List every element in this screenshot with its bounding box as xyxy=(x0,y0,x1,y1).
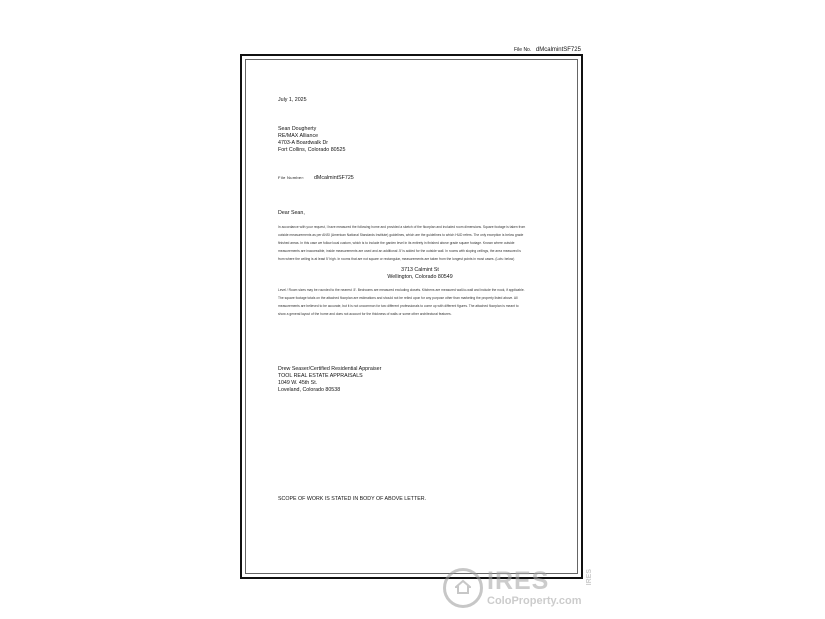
top-file-number-label: File No. xyxy=(514,47,532,53)
watermark-site: ColoProperty.com xyxy=(487,595,582,607)
paragraph-2 xyxy=(278,287,563,319)
top-file-number-value: dMcalmintSF725 xyxy=(535,47,581,53)
signature-street: 1049 W. 45th St. xyxy=(278,380,318,386)
letter-date: July 1, 2025 xyxy=(278,97,307,103)
paragraph-2-line: show a general layout of the home and does not account for the thickness of walls or some other architectural features. xyxy=(278,311,452,316)
top-file-number xyxy=(514,47,581,53)
paragraph-1-line: measurements are inaccessible, inside measurements are used and an additional .5' is added for the outside wall. In rooms with sloping ceilings, the area measured is xyxy=(278,248,521,253)
paragraph-2-line: Level / Room sizes may be rounded to the nearest .5'. Bedrooms are measured excluding closets. Kitchens are measured wall-to-wall and include the nook, if applicable. xyxy=(278,288,525,292)
property-street: 3713 Calmint St xyxy=(401,267,439,273)
recipient-city: Fort Collins, Colorado 80525 xyxy=(278,147,346,153)
paragraph-1 xyxy=(278,224,563,264)
ires-watermark xyxy=(441,565,601,615)
paragraph-1-line: finished areas. In this case we follow local custom, which is to include the garden level in its entirety in finished above grade square footage. Known where outside xyxy=(278,240,515,245)
paragraph-1-line: from where the ceiling is at least 5' high. In rooms that are not square or rectangular, measurements are taken from the longest points in most cases. (Lots: below) xyxy=(278,256,515,261)
watermark-brand: IRES xyxy=(487,567,550,595)
paragraph-2-line: The square footage totals on the attached floorplan are estimations and should not be relied upon for any purpose other than marketing the property listed above. All xyxy=(278,295,518,300)
scope-of-work: SCOPE OF WORK IS STATED IN BODY OF ABOVE LETTER. xyxy=(278,496,427,502)
recipient-company: RE/MAX Alliance xyxy=(278,133,319,139)
file-number-value: dMcalmintSF725 xyxy=(313,175,354,181)
file-number-label: File Number: xyxy=(278,175,305,180)
recipient-name: Sean Dougherty xyxy=(278,126,317,132)
property-city: Wellington, Colorado 80549 xyxy=(387,274,453,280)
paragraph-1-line: In accordance with your request, I have measured the following home and provided a sketch of the floorplan and included room dimensions. Square footage is taken from xyxy=(278,225,526,229)
signature-city: Loveland, Colorado 80538 xyxy=(278,387,341,393)
signature-company: TOOL REAL ESTATE APPRAISALS xyxy=(278,373,363,379)
salutation: Dear Sean, xyxy=(278,210,305,216)
house-logo-icon xyxy=(443,568,483,608)
recipient-street: 4703-A Boardwalk Dr xyxy=(278,140,329,146)
signature-name: Drew Seaser/Certified Residential Appraiser xyxy=(278,366,382,372)
paragraph-2-line: measurements are believed to be accurate, but it is not uncommon for two different professionals to come up with different figures. The attached floorplan is meant to xyxy=(278,303,519,308)
file-number-line xyxy=(278,175,354,181)
watermark-vertical: IRES xyxy=(586,569,593,586)
paragraph-1-line: outside measurements as per ANSI (American National Standards Institute) guidelines, which are the guidelines to which HUD refers. The only exception is below grade xyxy=(278,232,524,237)
